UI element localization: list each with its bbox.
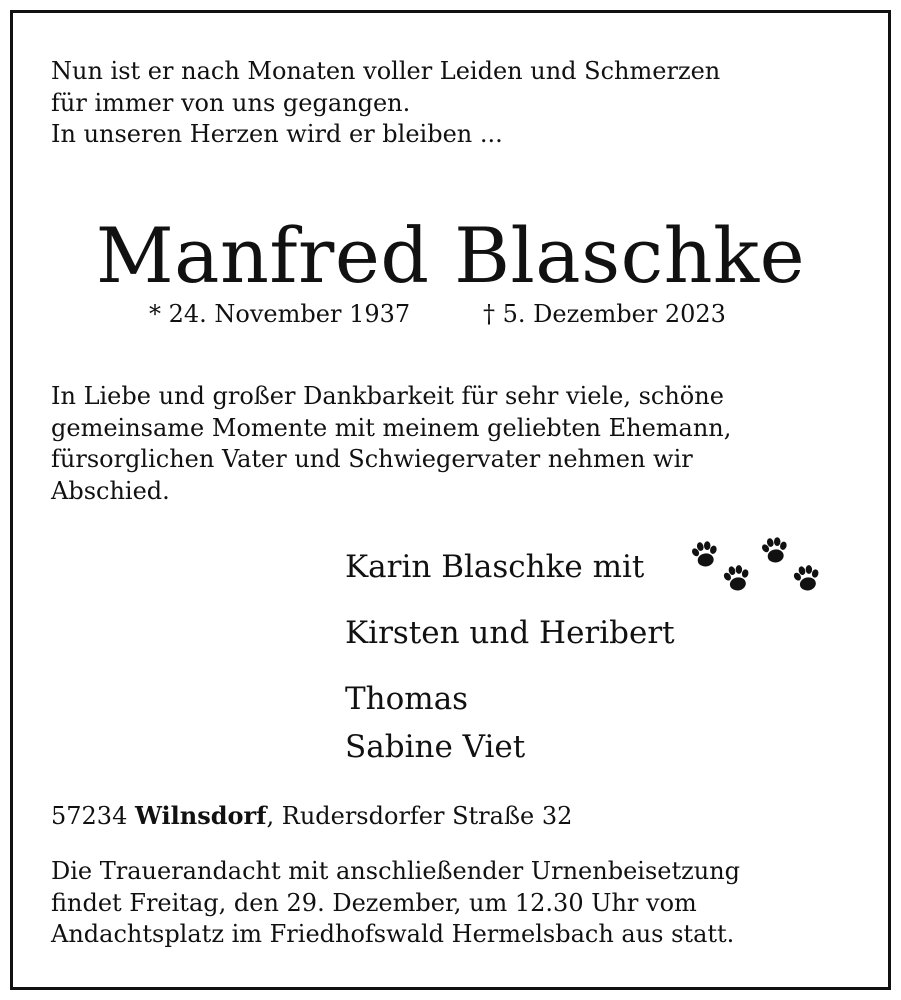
intro-line: für immer von uns gegangen. — [51, 88, 411, 117]
intro-line: In unseren Herzen wird er bleiben ... — [51, 120, 503, 148]
farewell-text — [51, 381, 731, 507]
address — [51, 800, 572, 832]
intro-line: Nun ist er nach Monaten voller Leiden und Schmerzen — [51, 57, 721, 85]
funeral-line: findet Freitag, den 29. Dezember, um 12.30 Uhr vom — [51, 888, 697, 917]
mourner-name: Karin Blaschke mit — [345, 549, 645, 585]
paw-group — [690, 535, 823, 592]
farewell-line: fürsorglichen Vater und Schwiegervater nehmen wir — [51, 445, 693, 473]
paw-prints-icon — [689, 527, 829, 597]
obituary-notice — [10, 10, 891, 990]
intro-text — [51, 56, 720, 151]
death-date: † 5. Dezember 2023 — [483, 300, 726, 328]
deceased-name: Manfred Blaschke — [95, 211, 806, 300]
farewell-line: gemeinsame Momente mit meinem geliebten Ehemann, — [51, 413, 732, 442]
mourner-name: Thomas — [345, 681, 469, 717]
funeral-line: Andachtsplatz im Friedhofswald Hermelsbach aus statt. — [51, 920, 735, 948]
postcode: 57234 — [51, 802, 128, 830]
birth-date: * 24. November 1937 — [149, 300, 411, 328]
mourner-name: Sabine Viet — [345, 729, 526, 765]
street: , Rudersdorfer Straße 32 — [266, 802, 573, 830]
funeral-text — [51, 856, 740, 951]
funeral-line: Die Trauerandacht mit anschließender Urnenbeisetzung — [51, 857, 741, 885]
mourner-name: Kirsten und Heribert — [345, 615, 675, 651]
city: Wilnsdorf — [135, 801, 267, 830]
farewell-line: Abschied. — [51, 476, 170, 505]
farewell-line: In Liebe und großer Dankbarkeit für sehr viele, schöne — [51, 382, 724, 410]
